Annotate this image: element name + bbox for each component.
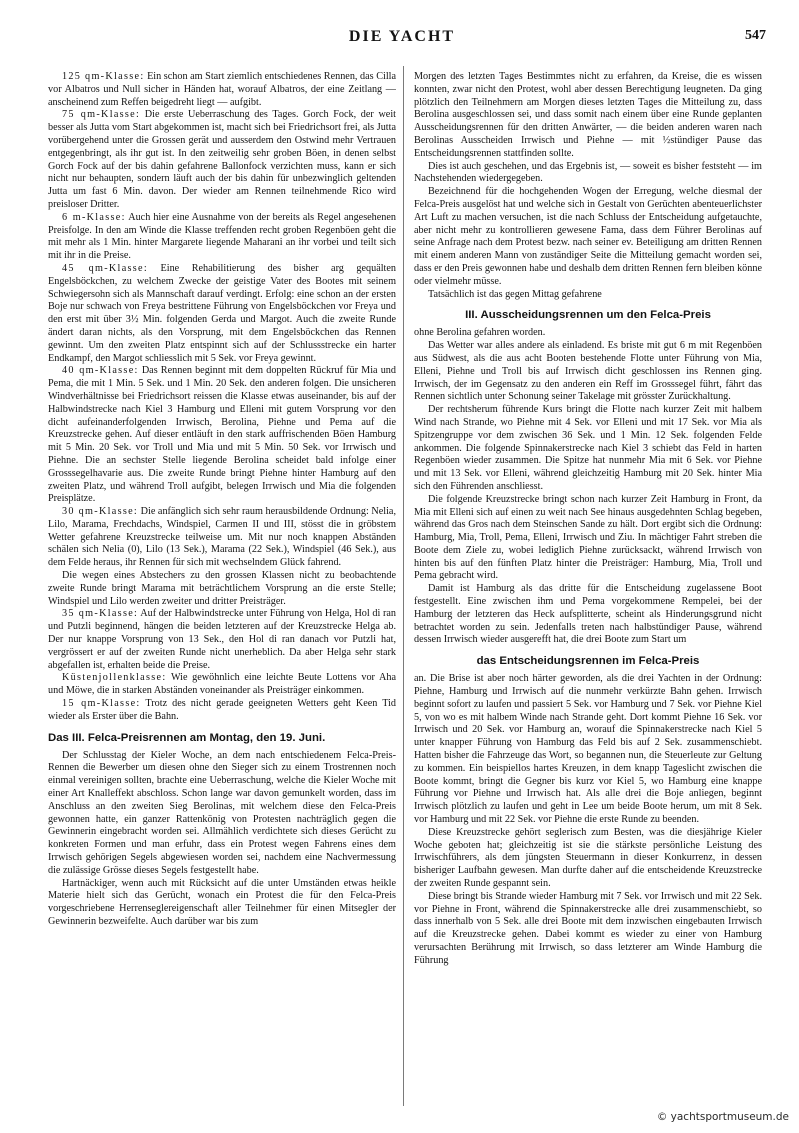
paragraph-tatsaechlich: Tatsächlich ist das gegen Mittag gefahrene [428,288,602,300]
paragraph-seglerisch: Diese Kreuzstrecke gehört seglerisch zum Besten, was die diesjährige Kieler Woche geboten hat; gleichzeitig ist sie die stärkste persönliche Leistung des Irrwischführers, als dem jüngsten Steuermann in dieser Konkurrenz, in dessen bisheriger Laufbahn gewesen. Man durfte daher auf die entscheidende Kreuzstrecke der zweiten Runde gespannt sein. [414,826,762,890]
paragraph-brise: an. Die Brise ist aber noch härter geworden, als die drei Yachten in der Ordnung: Piehne, Hamburg und Irrwisch auf die nunmehr verkürzte Bahn gehen. Irrwisch beginnt sofort zu laufen und passiert 5 Sek. vor Hamburg und 7 Sek. vor Piehne Kiel 5, von wo es mit halbem Winde nach Strande geht. Dort kommt Piehne 16 Sek. vor Irrwisch und 20 Sek. vor Hamburg an, worauf die Spinnakerstrecke nach Kiel 5 unter knapper Führung von Hamburg das Feld bis auf 2 Sek. zusammenschiebt. Hatten bisher die Fahrzeuge das Wort, so begannen nun, die Steuerleute zur Geltung zu kommen. Ein beispiellos hartes Kreuzen, in dem knapp Tageslicht zwischen die Boote kommt, bringt die Gegner bis kurz vor Kiel 5, wo Hamburg eine knappe Führung vor Piehne und Irrwisch hat. Als alle drei die Boje anliegen, beginnt Irrwisch plötzlich zu laufen und geht in Lee um beide Boote herum, um mit 8 Sek. vor Hamburg und mit 22 Sek. vor Piehne die erste Runde zu beenden. [414,673,762,826]
paragraph-text: Eine Rehabilitierung des bisher arg gequälten Engelsböckchen, zu welchem Zwecke der geistige Vater des Bootes mit seinem Schwiegersohn sich als Mannschaft darauf verdingt. Erfolg: eine schon an der ersten Boje nur schwach von Freya bestrittene Führung von Engelsböckchen vor Freya und den erst mit über 3½ Min. folgenden Gerda und Margot. Auch die zweite Runde ändert daran nichts, als den Vorsprung, mit dem Engelsböckchen das Rennen gewinnt. Um den zweiten Platz entspinnt sich auf der Schlussstrecke ein harter Endkampf, den Margot schliesslich mit 5 Sek. vor Freya gewinnt. [48,262,396,364]
paragraph-35qm [48,608,396,672]
class-label: 75 qm-Klasse: [62,109,141,121]
class-label: 40 qm-Klasse: [62,365,139,377]
paragraph-hartnaeckiger: Hartnäckiger, wenn auch mit Rücksicht auf die unter Umständen etwas heikle Materie hielt sich das Gerücht, wonach ein Protest die für den Felca-Preis vorgeschriebene Herrenseglereigenschaft aller Teilnehmer für einen Mitsegler der Gewinnerin bezweifelte. Auch darüber war bis zum [48,877,396,927]
paragraph-text: Ein schon am Start ziemlich entschiedenes Rennen, das Cilla vor Albatros und Null sicher in Händen hat, worauf Albatros, der eine Zeitlang — anscheinend zum Reffen beigedreht liegt — aufgibt. [48,71,397,108]
paragraph-30qm [48,506,396,570]
paragraph-text: Die erste Ueberraschung des Tages. Gorch Fock, der weit besser als Jutta vom Start abgekommen ist, macht sich bei Friedrichsort frei, als Jutta vorübergehend unter die Grossen gerät und ausserdem den Ostwind mehr Vertrauen entgegenbringt, als ihr gut ist. In den zeitweilig sehr groben Böen, in denen selbst Gorch Fock auf der bis dahin gefahrene Ballonfock verzichten muss, kann er sich nicht nur behaupten, sondern läuft auch der bis dahin für unbezwinglich geltenden Jutta um fast 6 Min. davon. Der wieder am Rennen teilnehmende Rico wird preisloser Dritter. [48,109,396,210]
class-label: 35 qm-Klasse: [62,608,139,620]
paragraph-hamburg-dritte: Damit ist Hamburg als das dritte für die Entscheidung zugelassene Boot festgestellt. Eine zwischen ihm und Pema vorgekommene Rempelei, bei der Hamburg der letzteren das Heck aufsplitterte, scheint als Hinderungsgrund nicht betrachtet worden zu sein. Jedenfalls treten nach halbstündiger Pause, während dessen Irrwisch wieder ausgerefft hat, die drei Boote zum Start um [414,583,762,646]
class-label: 6 m-Klasse: [62,211,126,223]
class-label: Küstenjollenklasse: [62,672,167,684]
section-heading-entscheidung: das Entscheidungsrennen im Felca-Preis [476,655,700,668]
column-divider [403,66,404,1106]
paragraph-text: Auf der Halbwindstrecke unter Führung von Helga, Hol di ran und Putzli beginnend, hängen die beiden letzteren auf der Kreuzstrecke Helga ab. Der nur knappe Vorsprung von 13 Sek., den Hol di ran danach vor Putzli hat, vergrössert er auf der zweiten Runde nicht unerheblich. Da aber Helga sehr stark abgefallen ist, erhalten beide die Preise. [48,608,397,671]
paragraph-40qm [48,365,396,506]
paragraph-wetter: Das Wetter war alles andere als einladend. Es briste mit gut 6 m mit Regenböen aus Südwest, als die aus acht Booten bestehende Flotte unter Führung von Mia, Elleni, Piehne und Troll bis auf Irrwisch dicht geschlossen ins Rennen ging. Irrwisch, der im Gegensatz zu den anderen ein Reff im Grosssegel führt, fährt das Rennen sichtlich unter Schonung seiner Takelage mit grösster Zurückhaltung. [414,340,762,403]
paragraph-125qm [48,71,396,109]
paragraph-6m [48,212,396,263]
paragraph-ergebnis: Dies ist auch geschehen, und das Ergebnis ist, — soweit es bisher feststeht — im Nachstehenden wiedergegeben. [414,160,762,185]
class-label: 30 qm-Klasse: [62,506,139,518]
class-label: 125 qm-Klasse: [62,71,145,82]
right-column [414,71,762,968]
class-label: 15 qm-Klasse: [62,698,141,710]
paragraph-75qm [48,109,396,211]
paragraph-zweite-runde: Diese bringt bis Strande wieder Hamburg mit 7 Sek. vor Irrwisch und mit 22 Sek. vor Piehne in Front, während die Spinnakerstrecke alle drei zusammenschiebt, so dass innerhalb von 5 Sek. alle drei Boote mit dem inzwischen eingebauten Irrwisch auf die Kreuzstrecke gehen. Dabei kommt es wieder zu einer von Hamburg verursachten Berührung mit Irrwisch, so dass letzterer am Winde Hamburg die Führung [414,890,762,966]
paragraph-kreuzstrecke: Die folgende Kreuzstrecke bringt schon nach kurzer Zeit Hamburg in Front, da Mia mit Elleni sich auf einen zu weit nach See hinaus ausgedehnten Schlag begeben, während das Gros nach dem Steinschen Sande zu hält. Dort ergibt sich die Ordnung: Hamburg, Mia, Troll, Pema, Elleni, Irrwisch und Ziu. In mächtiger Fahrt streben die Boote dem Ziele zu, wobei lediglich Piehne zurücksackt, während Irrwisch von hinten bis auf den fünften Platz hinter die Preisträger: Hamburg, Mia, Troll und Pema gebracht wird. [414,493,762,582]
section-heading-ausscheidung: III. Ausscheidungsrennen um den Felca-Preis [465,309,711,322]
paragraph-schlusstag: Der Schlusstag der Kieler Woche, an dem nach entschiedenem Felca-Preis-Rennen die Bewerber um diesen ohne den Sieger sich zu einem Trostrennen noch einmal vereinigen sollten, brachte eine Ueberraschung, welche die Kieler Woche mit einer Art Knalleffekt abschloss. Schon lange war davon gemunkelt worden, dass im Anschluss an den zweiten Sieg Berolinas, mit welchem diese den Felca-Preis gewonnen hatte, ein ganzer Rattenkönig von Protesten nachträglich gegen die Gewinnerin eingebracht worden sei. Allmählich verdichtete sich dieses Gerücht zu konkreten Formen und man erfuhr, dass ein Protest wegen Fahrens eines dem Irrwisch gehörigen Segels abgewiesen worden sei, nachdem eine Nachvermessung die zulässige Grösse dieses Segels festgestellt habe. [48,749,396,876]
page-number: 547 [745,28,766,43]
paragraph-text: Trotz des nicht gerade geeigneten Wetters geht Keen Tid wieder als Erster über die Bahn. [48,698,397,722]
paragraph-bezeichnend: Bezeichnend für die hochgehenden Wogen der Erregung, welche diesmal der Felca-Preis ausgelöst hat und welche sich in Gestalt von Gerüchten abenteuerlichster Art Luft zu machen versuchen, ist die nach Schluss der Entscheidung aufgetauchte, aber nicht mehr zu kontrollieren gewesene Fama, dass dem Führer Berolinas auf seine Anfrage nach dem Protest bezw. nach seiner ev. Beteiligung am dritten Rennen mit einem anderen Mann von zuständiger Seite die Mitteilung gemacht worden sei, dass er den Preis gewonnen habe und deshalb dem dritten Rennen fern bleiben könne oder vielmehr müsse. [414,186,762,287]
paragraph-45qm [48,263,396,365]
paragraph-kurs: Der rechtsherum führende Kurs bringt die Flotte nach kurzer Zeit mit halbem Wind nach Strande, wo Piehne mit 4 Sek. vor Elleni und mit 17 Sek. vor Mia als Spitzengruppe vor dem zwischen 36 Sek. und 1 Min. 12 Sek. folgenden Felde ankommen. Die folgende Spinnakerstrecke nach Kiel 3 schiebt das Feld in harten Regenböen wieder zusammen. Die Spitze hat nunmehr Mia mit 6 Sek. vor Piehne und mit 13 Sek. vor Elleni, während gleichzeitig Hamburg mit 20 Sek. hinter Mia sich den Führenden anschliesst. [414,404,762,492]
paragraph-30qm-cont: Die wegen eines Abstechers zu den grossen Klassen nicht zu beobachtende zweite Runde bringt Marama mit beträchtlichem Vorsprung an die erste Stelle; Windspiel und Lilo werden zweiter und dritter Preisträger. [48,570,396,607]
paragraph-15qm [48,698,396,724]
page-header [38,22,766,48]
paragraph-kuestenjollen [48,672,396,698]
section-heading-felca-montag: Das III. Felca-Preisrennen am Montag, den 19. Juni. [48,731,326,744]
paragraph-text: Das Rennen beginnt mit dem doppelten Rückruf für Mia und Pema, die mit 1 Min. 5 Sek. und 1 Min. 20 Sek. den anderen folgen. Die unsicheren Windverhältnisse bei Friedrichsort reissen die Klasse etwas auseinander, bis auf der Halbwindstrecke nach Kiel 3 Hamburg und Elleni mit gutem Vorsprung vor den dicht aufeinanderfolgenden Irrwisch, Berolina, Piehne und Pema auf die Kreuzstrecke gehen. Auf dieser entläuft in den stark auffrischenden Böen Hamburg mit 5 Min. 20 Sek. vor Troll und Mia und mit 5 Min. 50 Sek. vor Irrwisch und Piehne. Die an sechster Stelle liegende Berolina scheidet bald infolge einer Grosssegelhavarie aus. Die zweite Runde bringt Piehne hinter Hamburg auf den zweiten Platz, und während Troll aufgibt, belegen Irrwisch und Mia die folgenden Preisplätze. [48,365,396,505]
paragraph-text: Wie gewöhnlich eine leichte Beute Lottens vor Aha und Möwe, die in starken Abständen voneinander als Preisträger einkommen. [48,672,396,697]
running-title: DIE YACHT [348,28,456,45]
class-label: 45 qm-Klasse: [62,262,148,274]
paragraph-text: Auch hier eine Ausnahme von der bereits als Regel angesehenen Preisfolge. In den am Winde die Klasse treffenden recht groben Regenböen geht die mit mehr als 1 Min. hinter Margarete liegende Maharani an ihr vorbei und teilt sich mit ihr in die Preise. [48,211,397,262]
paragraph-morgen: Morgen des letzten Tages Bestimmtes nicht zu erfahren, da Kreise, die es wissen konnten, zwar nicht den Protest, wohl aber dessen Berechtigung leugneten. Da ging plötzlich den Teilnehmern am Morgen dieses letzten Tages die Mitteilung zu, dass Berolina ausgeschlossen sei, und dass somit nach einem über eine Runde geplanten Ausscheidungsrennen für den dritten Anwärter, — die beiden anderen waren nach Berolinas Ausscheiden Irrwisch und Piehne — mit ½stündiger Pause das Entscheidungsrennen stattfinden sollte. [414,71,762,159]
paragraph-ohne-berolina: ohne Berolina gefahren worden. [414,327,546,339]
left-column [48,71,396,929]
paragraph-text: Die anfänglich sich sehr raum herausbildende Ordnung: Nelia, Lilo, Marama, Frechdachs, Windspiel, Carmen II und III, stösst die in gröbstem Wetter gefahrene Kreuzstrecke teilweise um. Mit nur noch knappen Abständen schälen sich Nelia (0), Lilo (13 Sek.), Marama (22 Sek.), Windspiel (46 Sek.), aus dem Felde heraus, ihr Rennen für sich mit wechselndem Glück fahrend. [48,506,396,569]
watermark: © yachtsportmuseum.de [656,1111,789,1123]
